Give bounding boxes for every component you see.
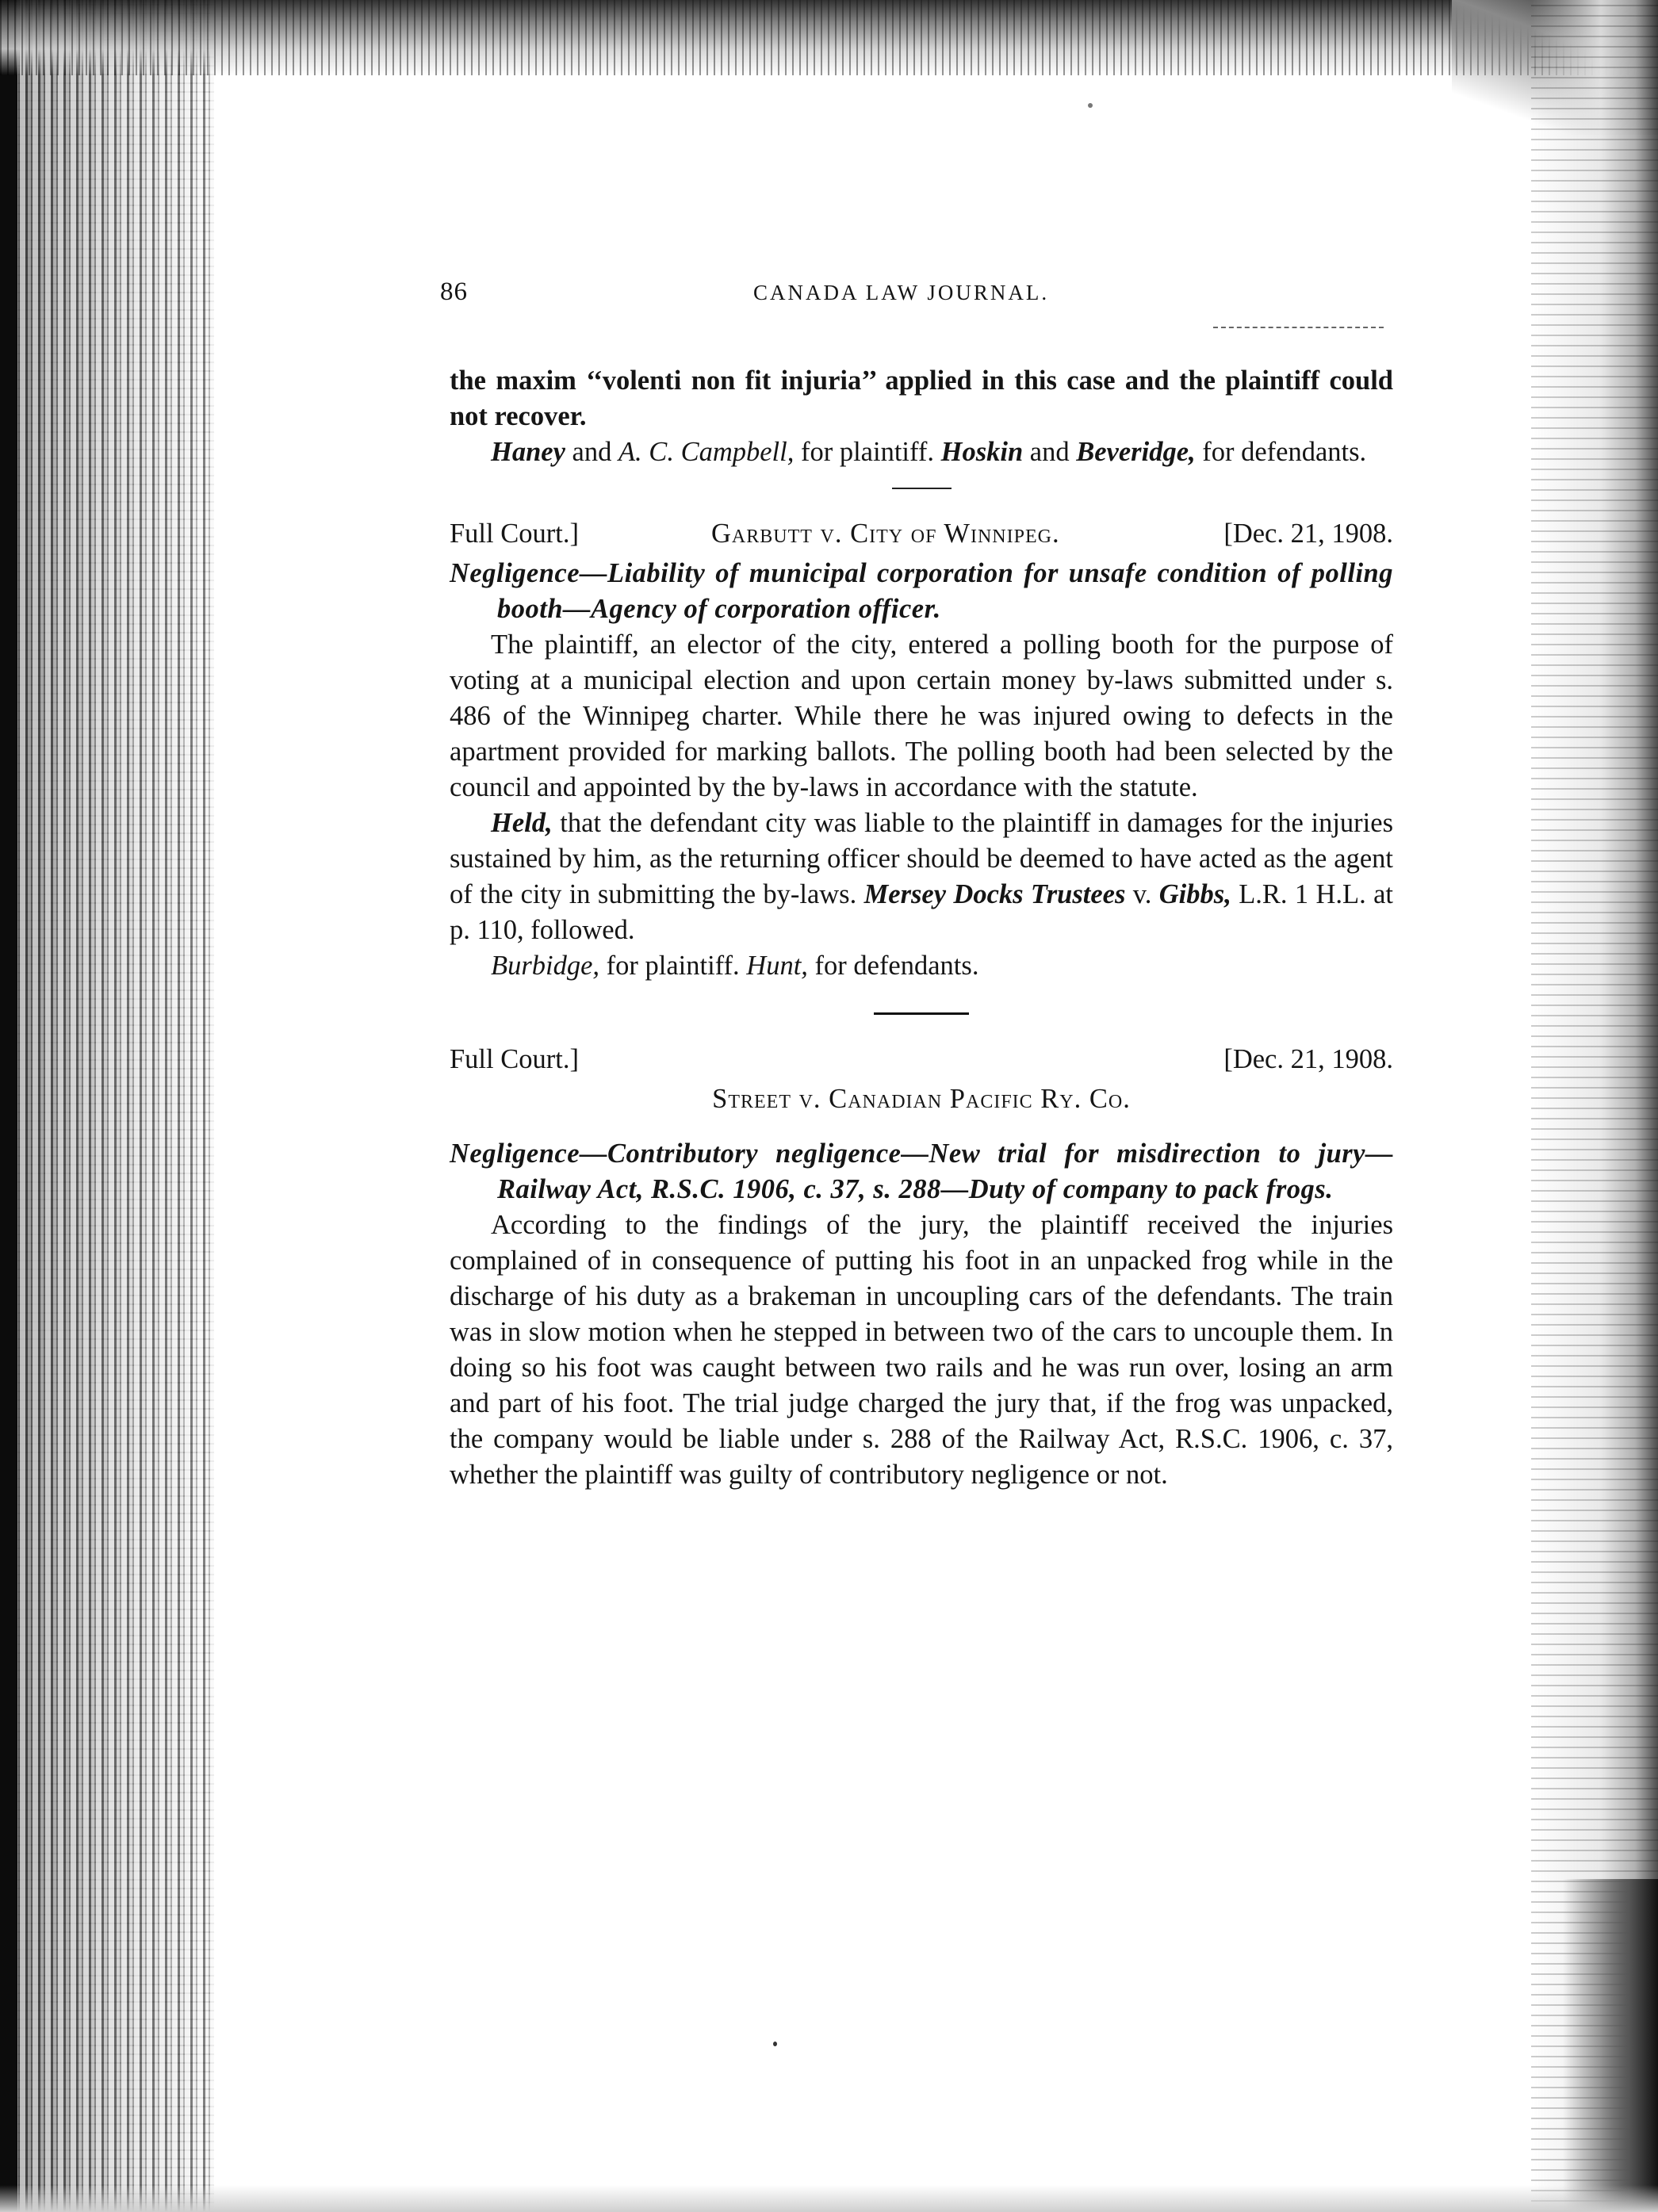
citation-name: Gibbs, [1158,879,1231,909]
continuation-text: the maxim ‘‘volenti non fit injuria’’ applied in this case and the plaintiff could not recover. [450,365,1393,431]
case2-heading [450,1042,1393,1081]
scan-shadow-top [0,0,1658,75]
page-number: 86 [440,277,468,306]
counsel-name: Haney [491,437,565,467]
scan-shadow-bottom [0,2185,1658,2212]
counsel-text: and [565,437,618,467]
counsel-text: and [1023,437,1077,467]
scan-shadow-left [0,0,214,2212]
header-rule [1213,327,1384,328]
page-body [450,363,1393,1493]
held-text: L.R. 1 H.L. at p. 110, followed. [450,879,1393,945]
counsel-name: Hoskin [940,437,1024,467]
case-title: Street v. Canadian Pacific Ry. Co. [712,1084,1131,1114]
case2-facts: According to the findings of the jury, the plaintiff received the injuries complained of in consequence of putting his foot in an unpacked frog while in the discharge of his duty as a brakeman in uncoupling cars of the defendants. The train was in slow motion when he stepped in between two of the cars to uncouple them. In doing so his foot was caught between two rails and he was run over, losing an arm and part of his foot. The trial judge charged the jury that, if the frog was unpacked, the company would be liable under s. 288 of the Railway Act, R.S.C. 1906, c. 37, whether the plaintiff was guilty of contributory negligence or not. [450,1210,1393,1490]
case1-facts: The plaintiff, an elector of the city, entered a polling booth for the purpose of voting at a municipal election and upon certain money by-laws submitted under s. 486 of the Winnipeg charter. While there he was injured owing to defects in the apartment provided for marking ballots. The polling booth had been selected by the council and appointed by the by-laws in accordance with the statute. [450,630,1393,802]
counsel-text: for defendants. [1195,437,1367,467]
page-header [440,277,1384,317]
continuation-counsel [450,434,1393,470]
scan-shadow-bottom-right [1563,1879,1658,2212]
citation-v: v. [1125,879,1159,909]
case1-held [450,806,1393,948]
section-divider [892,488,952,489]
running-head: CANADA LAW JOURNAL. [753,281,1050,304]
case2-catchwords: Negligence—Contributory negligence—New trial for misdirection to jury—Railway Act, R.S.C. 1906, c. 37, s. 288—Duty of company to pack frogs. [450,1139,1393,1204]
scan-edge-left [0,0,17,2212]
counsel-name: Beveridge, [1076,437,1196,467]
case-date: [Dec. 21, 1908. [1223,519,1393,549]
case1-catchwords: Negligence—Liability of municipal corporation for unsafe condition of polling booth—Agency of corporation officer. [450,558,1393,624]
held-text: that the defendant city was liable to the plaintiff in damages for the injuries sustained by him, as the returning officer should be deemed to have acted as the agent of the city in submitting the by-laws. [450,808,1393,909]
scan-speck [1088,103,1093,108]
counsel-text: for plaintiff. [599,951,747,981]
case1-heading [450,516,1393,556]
scan-speck [773,2042,777,2046]
court-label: Full Court.] [450,519,579,549]
case1-counsel [450,948,1393,984]
counsel-text: for defendants. [807,951,979,981]
case-date: [Dec. 21, 1908. [1223,1044,1393,1074]
counsel-name: Burbidge, [491,951,600,981]
section-divider [874,1012,969,1015]
counsel-name: Hunt, [746,951,808,981]
case-title: Garbutt v. City of Winnipeg. [711,519,1060,549]
citation-name: Mersey Docks Trustees [863,879,1126,909]
court-label: Full Court.] [450,1044,579,1074]
counsel-name: A. C. Campbell, [618,437,795,467]
held-label: Held, [491,808,553,838]
counsel-text: for plaintiff. [794,437,941,467]
